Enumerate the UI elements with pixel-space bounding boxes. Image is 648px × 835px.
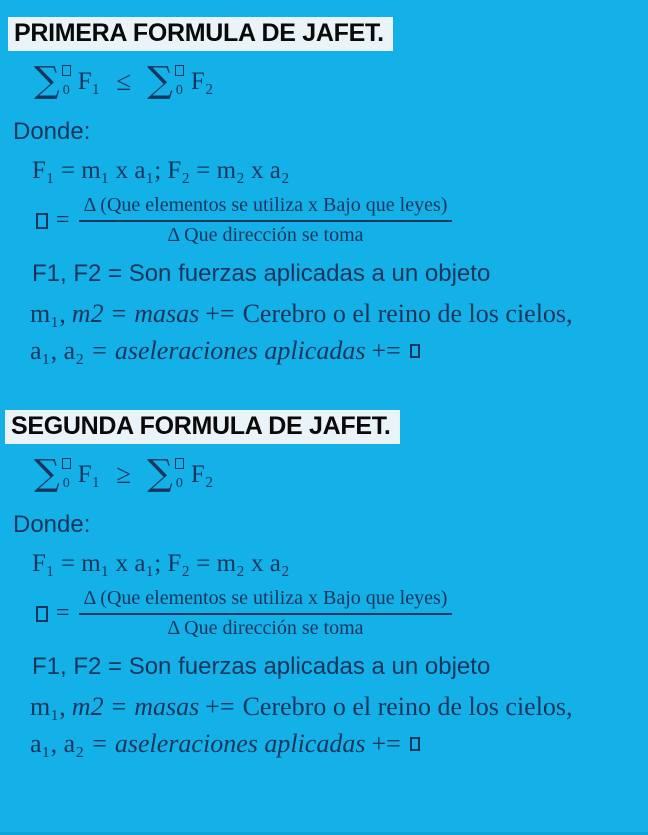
mass-symbols: m₁, (30, 692, 66, 721)
fraction-definition (36, 194, 648, 247)
accel-symbols: a₁, a₂ (30, 336, 85, 365)
force-equation-line: F₁ = m₁ x a₁; F₂ = m₂ x a₂ (32, 550, 290, 577)
sigma-symbol: ∑ (147, 452, 173, 494)
fraction (79, 587, 453, 640)
plus-equals: += (371, 729, 401, 758)
relation-symbol: ≥ (116, 458, 132, 489)
equals-sign: = (111, 692, 127, 721)
fraction-numerator: Δ (Que elementos se utiliza x Bajo que leyes) (79, 194, 453, 222)
plus-equals: += (205, 692, 235, 721)
fraction (79, 194, 453, 247)
summation-formula (34, 59, 648, 101)
forces-line: F1, F2 = Son fuerzas aplicadas a un objeto (32, 653, 491, 680)
plus-equals: += (371, 336, 401, 365)
notdef-box-icon (410, 737, 420, 751)
accel-description: aseleraciones aplicadas (114, 729, 366, 758)
relation-symbol: ≤ (116, 65, 132, 96)
section-title: PRIMERA FORMULA DE JAFET. (8, 17, 393, 51)
fraction-definition (36, 587, 648, 640)
sigma-symbol: ∑ (34, 452, 60, 494)
formula-section-primera (0, 17, 648, 366)
fraction-denominator: Δ Que dirección se toma (167, 224, 364, 246)
force-term-1: F₁ (77, 460, 101, 488)
masas-word: masas (134, 299, 200, 328)
acceleration-line (30, 729, 648, 759)
donde-label: Donde: (13, 511, 91, 538)
plus-equals: += (205, 299, 235, 328)
equals-sign: = (56, 207, 70, 233)
sigma-lower-limit: 0 (175, 476, 183, 491)
forces-line: F1, F2 = Son fuerzas aplicadas a un objeto (32, 260, 491, 287)
notdef-box-icon (36, 606, 48, 622)
mass-symbol-m2: m2 (71, 692, 104, 721)
section-title-row (8, 17, 648, 51)
force-equation-line: F₁ = m₁ x a₁; F₂ = m₂ x a₂ (32, 157, 290, 184)
section-title-row (5, 410, 648, 444)
sigma-limits (175, 457, 184, 491)
summation-rhs (147, 452, 214, 494)
notdef-box-icon (62, 458, 71, 469)
formula-section-segunda (0, 410, 648, 759)
sigma-symbol: ∑ (147, 59, 173, 101)
summation-rhs (147, 59, 214, 101)
mass-symbols: m₁, (30, 299, 66, 328)
fraction-denominator: Δ Que dirección se toma (167, 617, 364, 639)
sigma-limits (62, 64, 71, 98)
mass-description: Cerebro o el reino de los cielos, (242, 692, 573, 721)
mass-line (30, 299, 648, 329)
notdef-box-icon (175, 65, 184, 76)
mass-symbol-m2: m2 (71, 299, 104, 328)
notdef-box-icon (36, 213, 48, 229)
equals-sign: = (92, 336, 107, 365)
notdef-box-icon (62, 65, 71, 76)
acceleration-line (30, 336, 648, 366)
donde-label: Donde: (13, 118, 91, 145)
summation-formula (34, 452, 648, 494)
equals-sign: = (111, 299, 127, 328)
accel-symbols: a₁, a₂ (30, 729, 85, 758)
sigma-symbol: ∑ (34, 59, 60, 101)
sigma-lower-limit: 0 (175, 83, 183, 98)
force-term-1: F₁ (77, 67, 101, 95)
fraction-numerator: Δ (Que elementos se utiliza x Bajo que leyes) (79, 587, 453, 615)
mass-description: Cerebro o el reino de los cielos, (242, 299, 573, 328)
equals-sign: = (56, 600, 70, 626)
summation-lhs (34, 59, 101, 101)
force-term-2: F₂ (190, 67, 214, 95)
summation-lhs (34, 452, 101, 494)
sigma-lower-limit: 0 (62, 476, 70, 491)
masas-word: masas (134, 692, 200, 721)
section-title: SEGUNDA FORMULA DE JAFET. (5, 410, 400, 444)
notdef-box-icon (410, 344, 420, 358)
sigma-lower-limit: 0 (62, 83, 70, 98)
notdef-box-icon (175, 458, 184, 469)
sigma-limits (175, 64, 184, 98)
equals-sign: = (92, 729, 107, 758)
sigma-limits (62, 457, 71, 491)
mass-line (30, 692, 648, 722)
force-term-2: F₂ (190, 460, 214, 488)
accel-description: aseleraciones aplicadas (114, 336, 366, 365)
